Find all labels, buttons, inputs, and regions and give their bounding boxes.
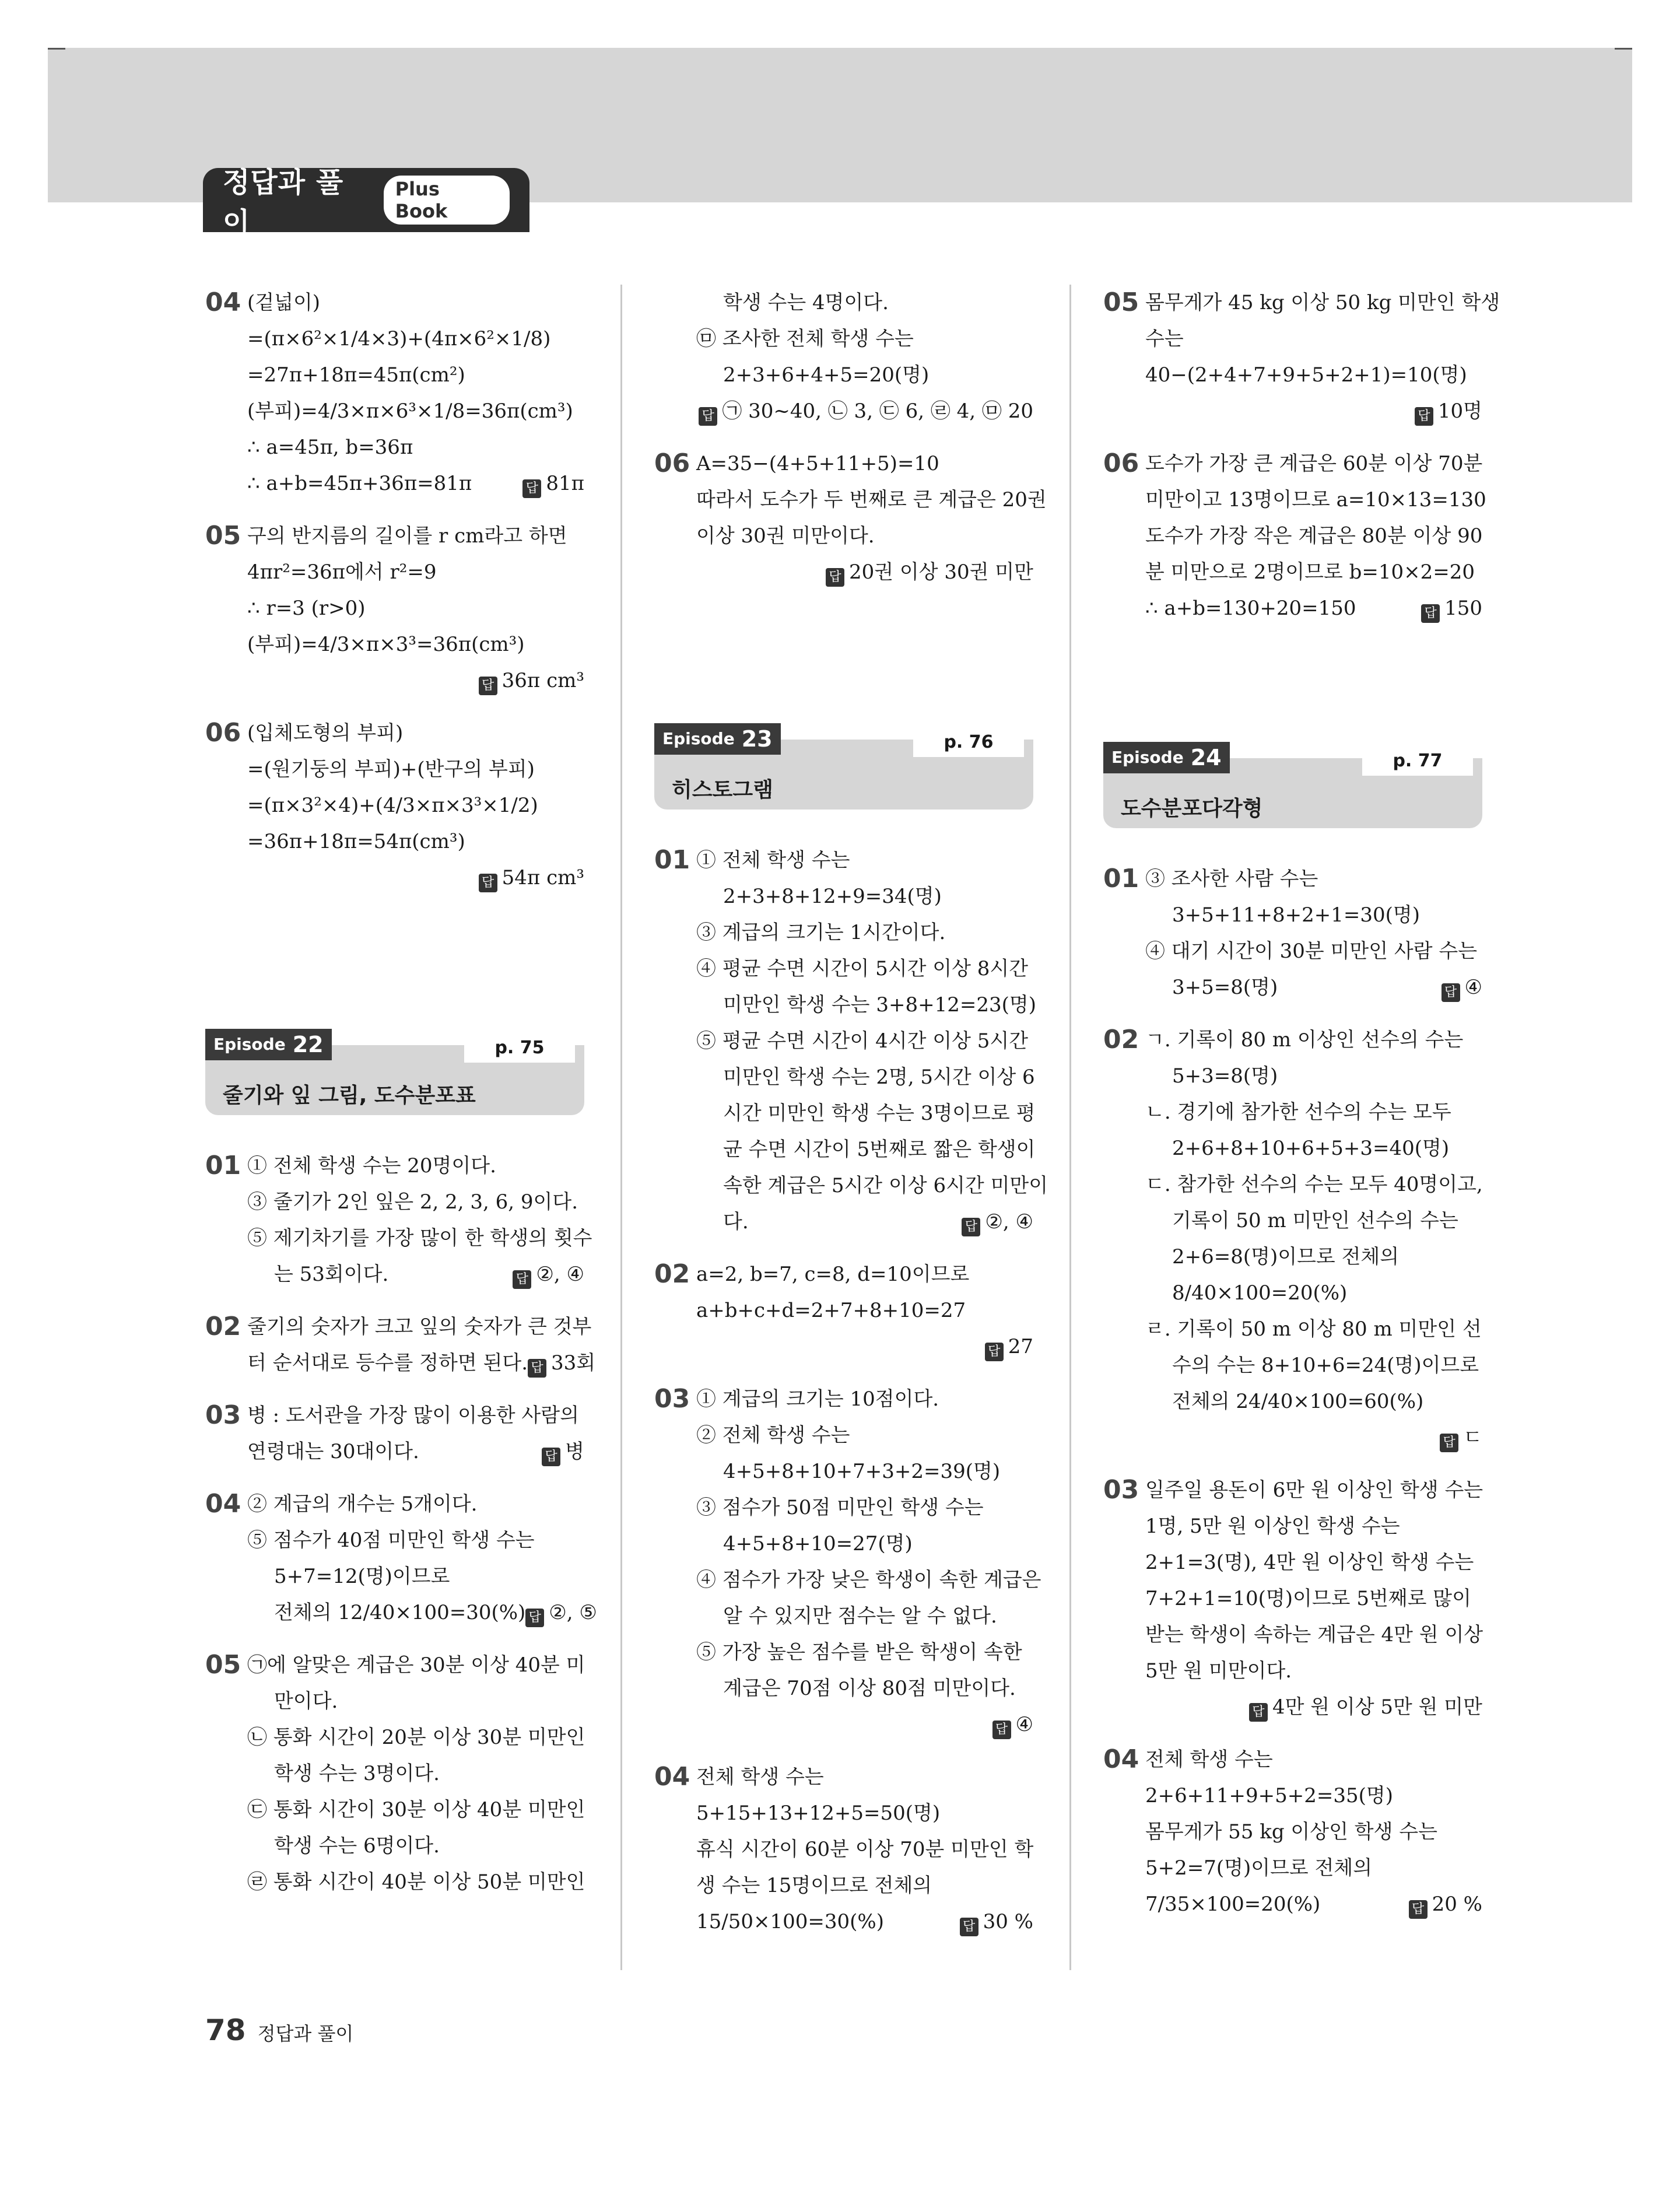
solution-line: 8/40×100=20(%) [1172,1281,1348,1305]
solution-line: ⑤ 제기차기를 가장 많이 한 학생의 횟수 [247,1227,592,1250]
problem-02 [1103,1022,1482,1456]
solution-line: 2+6+11+9+5+2=35(명) [1145,1784,1393,1807]
answer-mark-icon: 답 [962,1218,980,1236]
problem-number: 05 [205,521,241,551]
answer-text: 33회 [551,1351,596,1375]
solution-line: 휴식 시간이 60분 이상 70분 미만인 학 [696,1838,1034,1861]
solution-line: 도수가 가장 작은 계급은 80분 이상 90 [1145,524,1483,548]
answer-text: 20 % [1432,1893,1482,1916]
solution-line: (부피)=4/3×π×3³=36π(cm³) [247,633,525,656]
page-number: 78 [205,2013,246,2047]
answer-text: ②, ④ [985,1210,1033,1234]
solution-line: ④ 평균 수면 시간이 5시간 이상 8시간 [696,957,1029,980]
problem-number: 04 [205,288,241,317]
solution-line: 구의 반지름의 길이를 r cm라고 하면 [247,524,567,548]
answer-row [696,1904,1033,1940]
solution-line: 연령대는 30대이다. [247,1440,419,1463]
problem-01 [654,842,1048,1240]
solution-line: 5+2=7(명)이므로 전체의 [1145,1856,1373,1880]
episode-number: 22 [292,1032,324,1057]
answer-mark-icon: 답 [960,1918,978,1936]
solution-line: A=35−(4+5+11+5)=10 [696,452,939,475]
solution-line: 5+15+13+12+5=50(명) [696,1802,941,1825]
solution-line: ㉡ 통화 시간이 20분 이상 30분 미만인 [247,1726,585,1749]
solution-line: 시간 미만인 학생 수는 3명이므로 평 [723,1102,1036,1125]
answer-row [247,860,584,896]
header-title: 정답과 풀이 [223,166,344,239]
answer-text: 20권 이상 30권 미만 [848,560,1033,584]
problem-03 [1103,1472,1482,1725]
solution-line: ④ 대기 시간이 30분 미만인 사람 수는 [1145,940,1478,963]
solution-line: 전체의 12/40×100=30(%) [274,1601,526,1624]
solution-line: 미만이고 13명이므로 a=10×13=130 [1145,488,1486,511]
solution-line: ∴ a=45π, b=36π [247,436,413,459]
solution-line: 4+5+8+10=27(명) [723,1532,913,1555]
solution-line: 병 : 도서관을 가장 많이 이용한 사람의 [247,1404,579,1427]
column-1 [205,285,597,1916]
solution-line: 계급은 70점 이상 80점 미만이다. [723,1677,1016,1700]
solution-line: 1명, 5만 원 이상인 학생 수는 [1145,1515,1400,1538]
episode-header [1103,742,1482,828]
answer-text: ②, ④ [536,1263,584,1286]
solution-line: 학생 수는 3명이다. [274,1762,440,1785]
solution-line: ④ 점수가 가장 낮은 학생이 속한 계급은 [696,1568,1041,1592]
answer-mark-icon: 답 [1415,407,1433,426]
solution-line: ② 전체 학생 수는 [696,1424,850,1447]
answer-mark-icon: 답 [1441,983,1460,1002]
solution-line: 2+1=3(명), 4만 원 이상인 학생 수는 [1145,1551,1474,1574]
problem-06 [654,446,1047,590]
answer-mark-icon: 답 [1421,604,1440,623]
problem-number: 03 [205,1400,241,1430]
answer-mark-icon: 답 [479,677,497,695]
solution-line: ㄴ. 경기에 참가한 선수의 수는 모두 [1145,1101,1451,1124]
solution-line: 3+5+11+8+2+1=30(명) [1172,903,1420,927]
answer-row [1145,969,1482,1005]
crop-mark [48,48,65,50]
solution-line: 생 수는 15명이므로 전체의 [696,1874,932,1897]
answer-row [1145,393,1482,429]
answer-row [696,393,1033,429]
answer-text: 150 [1444,597,1482,620]
problem-number: 02 [205,1312,241,1341]
problem-05b [205,1647,584,1900]
answer-row [1145,1886,1482,1922]
answer-mark-icon: 답 [542,1448,560,1466]
problem-number: 04 [205,1489,241,1519]
episode-header [654,723,1033,810]
column-divider [1069,285,1071,1970]
problem-02 [205,1309,596,1381]
solution-line: ∴ a+b=45π+36π=81π [247,472,472,495]
answer-row [247,663,584,699]
solution-line: 는 53회이다. [274,1263,389,1286]
answer-row [1145,1689,1482,1725]
problem-02 [654,1256,1033,1365]
answer-mark-icon: 답 [1440,1434,1458,1452]
solution-line: 2+6+8+10+6+5+3=40(명) [1172,1137,1450,1160]
episode-tag: Episode 24 [1103,742,1230,773]
answer-mark-icon: 답 [1409,1900,1428,1919]
problem-number: 03 [654,1384,690,1414]
solution-line: ⑤ 가장 높은 점수를 받은 학생이 속한 [696,1641,1022,1664]
answer-mark-icon: 답 [479,874,497,892]
solution-line: 2+6=8(명)이므로 전체의 [1172,1245,1400,1269]
footer-label: 정답과 풀이 [257,2023,354,2045]
answer-row [247,1345,596,1381]
problem-number: 06 [205,718,241,748]
solution-line: 도수가 가장 큰 계급은 60분 이상 70분 [1145,452,1483,475]
solution-line: ㄷ. 참가한 선수의 수는 모두 40명이고, [1145,1173,1483,1196]
answer-mark-icon: 답 [992,1721,1011,1739]
solution-line: 전체 학생 수는 [696,1765,824,1789]
answer-text: 81π [546,472,584,495]
solution-line: 분 미만으로 2명이므로 b=10×2=20 [1145,560,1475,584]
problem-number: 01 [654,845,690,875]
answer-text: ②, ⑤ [549,1601,597,1624]
solution-line: 터 순서대로 등수를 정하면 된다. [247,1351,528,1375]
answer-row [696,1707,1033,1743]
solution-line: ⑤ 점수가 40점 미만인 학생 수는 [247,1529,535,1552]
answer-mark-icon: 답 [985,1343,1004,1361]
solution-line: =(π×6²×1/4×3)+(4π×6²×1/8) [247,327,551,351]
answer-text: ④ [1015,1713,1033,1736]
answer-row [696,1329,1033,1365]
solution-line: 학생 수는 6명이다. [274,1834,440,1858]
solution-line: ∴ r=3 (r>0) [247,597,366,620]
answer-row [696,1204,1033,1240]
solution-line: (부피)=4/3×π×6³×1/8=36π(cm³) [247,400,573,423]
crop-mark [1615,48,1632,50]
solution-line: a=2, b=7, c=8, d=10이므로 [696,1263,970,1286]
answer-text: ㉠ 30~40, ㉡ 3, ㉢ 6, ㉣ 4, ㉤ 20 [722,400,1033,423]
problem-01 [1103,861,1482,1005]
solution-line: =(π×3²×4)+(4/3×π×3³×1/2) [247,794,538,817]
solution-line: ㉤ 조사한 전체 학생 수는 [696,327,914,351]
problem-01 [205,1148,592,1292]
answer-text: 54π cm³ [501,866,584,889]
answer-mark-icon: 답 [513,1270,531,1289]
problem-06 [1103,446,1486,626]
answer-mark-icon: 답 [525,1609,544,1627]
answer-row [1145,1420,1482,1456]
answer-mark-icon: 답 [1249,1703,1268,1722]
solution-line: ㉠에 알맞은 계급은 30분 이상 40분 미 [247,1653,585,1677]
plus-book-badge: Plus Book [384,176,510,225]
answer-text: ④ [1464,976,1482,999]
problem-number: 01 [205,1151,241,1180]
problem-number: 02 [1103,1025,1139,1054]
solution-line: ① 계급의 크기는 10점이다. [696,1387,939,1411]
problem-number: 05 [205,1650,241,1680]
solution-line: 이상 30권 미만이다. [696,524,875,548]
solution-line: 만이다. [274,1690,338,1713]
solution-line: 미만인 학생 수는 2명, 5시간 이상 6 [723,1066,1035,1089]
problem-05 [1103,285,1500,429]
solution-line: ① 전체 학생 수는 [696,849,850,872]
episode-number: 24 [1190,745,1222,770]
solution-line: ① 전체 학생 수는 20명이다. [247,1154,496,1178]
answer-row [1145,590,1482,626]
solution-line: ㉣ 통화 시간이 40분 이상 50분 미만인 [247,1870,585,1894]
episode-title: 도수분포다각형 [1121,797,1263,821]
solution-line: 알 수 있지만 점수는 알 수 없다. [723,1604,997,1628]
solution-line: 전체의 24/40×100=60(%) [1172,1390,1424,1413]
solution-line: 균 수면 시간이 5번째로 짧은 학생이 [723,1138,1036,1161]
solution-line: 미만인 학생 수는 3+8+12=23(명) [723,993,1036,1017]
solution-line: =36π+18π=54π(cm³) [247,830,465,853]
column-2 [654,285,1048,1956]
solution-line: 다. [723,1210,749,1234]
solution-line: 속한 계급은 5시간 이상 6시간 미만이 [723,1174,1048,1197]
solution-line: 5+7=12(명)이므로 [274,1565,450,1588]
episode-header [205,1029,584,1115]
solution-line: 40−(2+4+7+9+5+2+1)=10(명) [1145,363,1467,387]
problem-04 [654,1759,1033,1940]
solution-line: =27π+18π=45π(cm²) [247,363,465,387]
solution-line: 2+3+6+4+5=20(명) [723,363,930,387]
answer-row [247,1595,597,1631]
solution-line: ㉢ 통화 시간이 30분 이상 40분 미만인 [247,1798,585,1821]
answer-text: 10명 [1437,400,1482,423]
solution-line: ③ 계급의 크기는 1시간이다. [696,921,946,944]
solution-line: 줄기의 숫자가 크고 잎의 숫자가 큰 것부 [247,1315,592,1338]
solution-line: 수는 [1145,327,1184,351]
episode-tag: Episode 22 [205,1029,332,1060]
solution-line: (입체도형의 부피) [247,721,404,745]
episode-number: 23 [741,726,773,752]
problem-04 [205,285,584,502]
problem-number: 06 [1103,448,1139,478]
answer-row [247,1256,584,1292]
answer-mark-icon: 답 [826,568,844,587]
episode-title: 히스토그램 [672,778,773,802]
problem-number: 03 [1103,1475,1139,1505]
solution-line: ③ 조사한 사람 수는 [1145,867,1318,891]
header-tab [203,166,529,239]
page-footer [205,2013,353,2047]
problem-06 [205,715,584,896]
answer-mark-icon: 답 [699,407,717,426]
solution-line: 2+3+8+12+9=34(명) [723,885,942,908]
answer-row [696,554,1033,590]
solution-line: ③ 줄기가 2인 잎은 2, 2, 3, 6, 9이다. [247,1190,578,1214]
problem-05-continued [654,285,1033,429]
answer-row [247,1434,584,1470]
answer-text: 27 [1008,1335,1033,1358]
problem-03 [205,1397,584,1470]
answer-row [247,465,584,502]
solution-line: 전체 학생 수는 [1145,1748,1273,1771]
solution-line: 15/50×100=30(%) [696,1910,884,1933]
problem-05 [205,518,584,699]
solution-line: ㄹ. 기록이 50 m 이상 80 m 미만인 선 [1145,1318,1482,1341]
episode-page-ref: p. 77 [1362,747,1473,776]
solution-line: 학생 수는 4명이다. [723,291,889,314]
solution-line: 수의 수는 8+10+6=24(명)이므로 [1172,1354,1479,1377]
solution-line: 4+5+8+10+7+3+2=39(명) [723,1460,1001,1483]
solution-line: ③ 점수가 50점 미만인 학생 수는 [696,1496,984,1519]
answer-mark-icon: 답 [522,479,541,498]
solution-line: 4πr²=36π에서 r²=9 [247,560,437,584]
answer-text: 병 [565,1440,584,1463]
solution-line: 7+2+1=10(명)이므로 5번째로 많이 [1145,1587,1471,1610]
answer-text: ㄷ [1463,1426,1482,1449]
solution-line: 7/35×100=20(%) [1145,1893,1321,1916]
solution-line: ② 계급의 개수는 5개이다. [247,1492,478,1516]
solution-line: =(원기둥의 부피)+(반구의 부피) [247,758,535,781]
solution-line: 5+3=8(명) [1172,1064,1278,1088]
solution-line: 몸무게가 45 kg 이상 50 kg 미만인 학생 [1145,291,1500,314]
solution-line: 5만 원 미만이다. [1145,1659,1292,1683]
column-3 [1103,285,1500,1939]
problem-number: 04 [654,1762,690,1792]
solution-line: 몸무게가 55 kg 이상인 학생 수는 [1145,1820,1437,1844]
answer-text: 30 % [983,1910,1033,1933]
answer-text: 4만 원 이상 5만 원 미만 [1272,1695,1482,1719]
problem-03 [654,1381,1041,1743]
problem-number: 05 [1103,288,1139,317]
solution-line: ⑤ 평균 수면 시간이 4시간 이상 5시간 [696,1029,1029,1053]
solution-line: ∴ a+b=130+20=150 [1145,597,1356,620]
episode-page-ref: p. 75 [464,1033,575,1063]
solution-line: 일주일 용돈이 6만 원 이상인 학생 수는 [1145,1478,1483,1502]
solution-line: 받는 학생이 속하는 계급은 4만 원 이상 [1145,1623,1483,1646]
answer-mark-icon: 답 [528,1359,546,1378]
solution-line: (겉넓이) [247,291,321,314]
column-divider [620,285,622,1970]
episode-tag: Episode 23 [654,723,781,755]
solution-line: 3+5=8(명) [1172,976,1278,999]
problem-number: 06 [654,448,690,478]
solution-line: 따라서 도수가 두 번째로 큰 계급은 20권 [696,488,1047,511]
solution-line: ㄱ. 기록이 80 m 이상인 선수의 수는 [1145,1028,1464,1052]
episode-title: 줄기와 잎 그림, 도수분포표 [223,1084,476,1108]
problem-04 [1103,1742,1482,1922]
episode-page-ref: p. 76 [913,728,1024,757]
problem-04b [205,1486,597,1631]
solution-line: a+b+c+d=2+7+8+10=27 [696,1299,966,1322]
answer-text: 36π cm³ [501,669,584,692]
problem-number: 04 [1103,1744,1139,1774]
solution-line: 기록이 50 m 미만인 선수의 수는 [1172,1209,1458,1232]
problem-number: 02 [654,1259,690,1289]
problem-number: 01 [1103,864,1139,893]
